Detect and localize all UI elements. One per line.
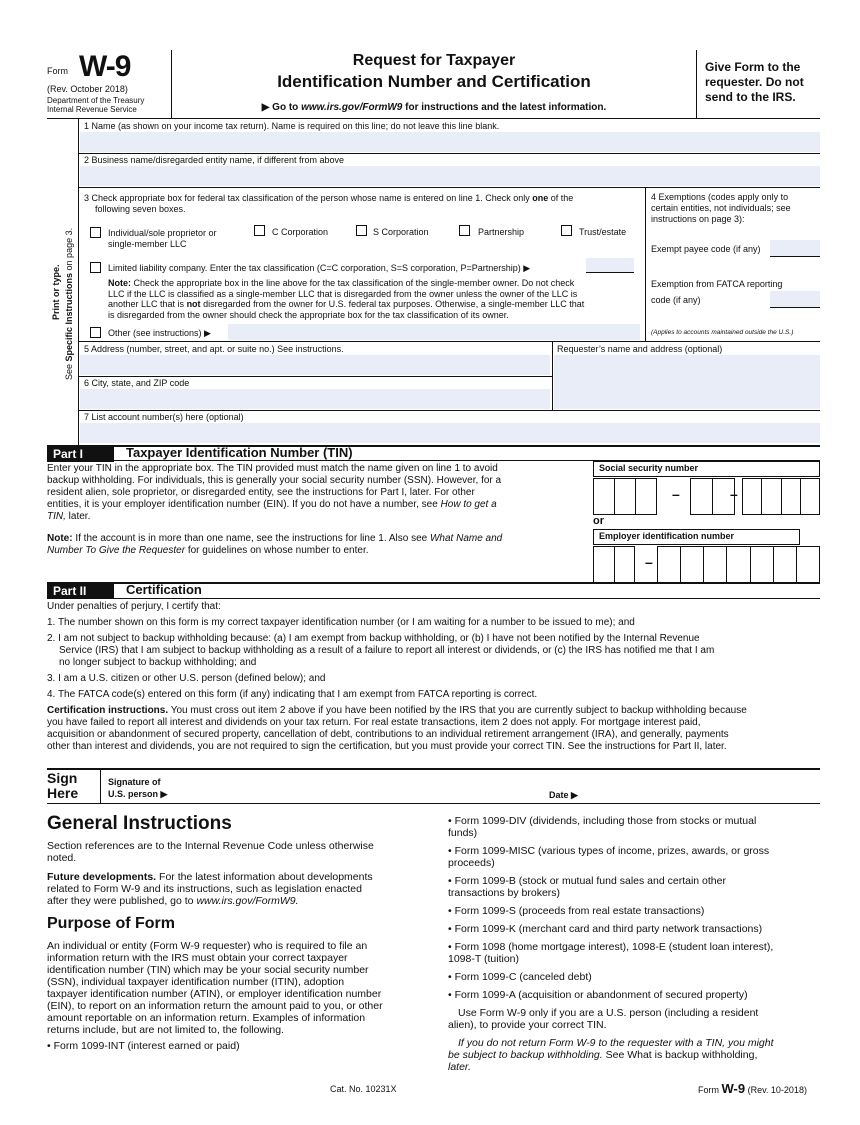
other-field[interactable] xyxy=(228,324,640,340)
line2-label: 2 Business name/disregarded entity name, if different from above xyxy=(84,155,344,165)
exemptions-label: 4 Exemptions (codes apply only to certain entities, not individuals; see instructions on page 3): xyxy=(651,192,791,224)
business-name-field[interactable] xyxy=(80,166,820,186)
other-label: Other (see instructions) ▶ xyxy=(108,328,211,338)
fatca-applies-note: (Applies to accounts maintained outside the U.S.) xyxy=(651,329,794,336)
form-word: Form xyxy=(47,66,68,76)
other-checkbox[interactable] xyxy=(90,327,101,338)
exempt-payee-field[interactable] xyxy=(770,240,820,256)
general-instructions-heading: General Instructions xyxy=(47,813,232,834)
fatca-label: Exemption from FATCA reporting xyxy=(651,279,783,289)
footer-form-id: Form W-9 (Rev. 10-2018) xyxy=(698,1081,807,1096)
ssn-part3[interactable] xyxy=(742,478,820,515)
certification-text: Under penalties of perjury, I certify that: 1. The number shown on this form is my correct taxpayer identification number (or I am waiting for a number to be issued to me); and 2. I am not subject to backup withholding because: (a) I am exempt from backup withholding, or (b) I have not been notified by the Internal Revenue Service (IRS) that I am subject to backup withholding as a result of a failure to report all interest or dividends, or (c) the IRS has notified me that I am no longer subject to backup withholding; and 3. I am a U.S. citizen or other U.S. person (defined below); and 4. The FATCA code(s) entered on this form (if any) indicating that I am exempt from FATCA reporting is correct. Certification instructions. You must cross out item 2 above if you have been notified by the IRS that you are currently subject to backup withholding because you have failed to report all interest and dividends on your tax return. For real estate transactions, item 2 does not apply. For mortgage interest paid, acquisition or abandonment of secured property, cancellation of debt, contributions to an individual retirement arrangement (IRA), and generally, payments other than interest and dividends, you are not required to sign the certification, but you must provide your correct TIN. See the instructions for Part II, later. xyxy=(47,601,747,752)
form-title-line2: Identification Number and Certification xyxy=(277,72,591,91)
line3-sublabel: following seven boxes. xyxy=(95,204,186,214)
c-corp-label: C Corporation xyxy=(272,227,329,237)
irs-url-link[interactable]: www.irs.gov/FormW9 xyxy=(301,102,403,113)
line7-label: 7 List account number(s) here (optional) xyxy=(84,412,244,422)
address-field[interactable] xyxy=(80,355,550,375)
exempt-payee-label: Exempt payee code (if any) xyxy=(651,244,761,254)
fatca-label-2: code (if any) xyxy=(651,295,701,305)
fatca-code-field[interactable] xyxy=(770,291,820,307)
individual-checkbox[interactable] xyxy=(90,227,101,238)
form-revision: (Rev. October 2018) xyxy=(47,84,128,94)
line3-label: 3 Check appropriate box for federal tax classification of the person whose name is entered on line 1. Check only one of the xyxy=(84,193,574,203)
treasury-dept: Department of the Treasury xyxy=(47,96,145,105)
s-corp-checkbox[interactable] xyxy=(356,225,367,236)
ein-part2[interactable] xyxy=(657,546,820,583)
line6-label: 6 City, state, and ZIP code xyxy=(84,378,190,388)
ein-dash: – xyxy=(645,554,653,570)
name-field[interactable] xyxy=(80,132,820,152)
account-number-field[interactable] xyxy=(80,423,820,443)
ssn-label: Social security number xyxy=(599,463,699,473)
llc-note: Note: Check the appropriate box in the line above for the tax classification of the single-member owner. Do not check LLC if the LLC is classified as a single-member LLC that is disregarded from the owner unless the owner of the LLC is another LLC that is not disregarded from the owner for U.S. federal tax purposes. Otherwise, a single-member LLC that is disregarded from the owner should check the appropriate box for the tax classification of its owner. xyxy=(108,278,585,320)
form-number: W-9 xyxy=(79,50,131,83)
line1-label: 1 Name (as shown on your income tax return). Name is required on this line; do not leave this line blank. xyxy=(84,121,500,131)
part1-tag: Part I xyxy=(47,446,114,462)
s-corp-label: S Corporation xyxy=(373,227,429,237)
goto-instructions: ▶ Go to www.irs.gov/FormW9 for instructions and the latest information. xyxy=(261,102,607,113)
irs-name: Internal Revenue Service xyxy=(47,105,137,114)
part2-title: Certification xyxy=(126,582,202,597)
ssn-part1[interactable] xyxy=(593,478,657,515)
form-list: • Form 1099-DIV (dividends, including those from stocks or mutual funds) • Form 1099-MISC (various types of income, prizes, awards, or gross proceeds) • Form 1099-B (stock or mutual fund sales and certain other transactions by brokers) • Form 1099-S (proceeds from real estate transactions) • Form 1099-K (merchant card and third party network transactions) • Form 1098 (home mortgage interest), 1098-E (student loan interest), 1098-T (tuition) • Form 1099-C (canceled debt) • Form 1099-A (acquisition or abandonment of secured property) Use Form W-9 only if you are a U.S. person (including a resident alien), to provide your correct TIN. If you do not return Form W-9 to the requester with a TIN, you might be subject to backup withholding. See What is backup withholding, later. xyxy=(448,815,774,1073)
catalog-number: Cat. No. 10231X xyxy=(330,1084,397,1094)
part1-note: Note: If the account is in more than one name, see the instructions for line 1. Also see What Name and Number To Give the Requester for guidelines on whose number to enter. xyxy=(47,533,503,556)
signature-label: Signature of U.S. person ▶ xyxy=(108,777,168,799)
part2-tag: Part II xyxy=(47,583,114,599)
trust-label: Trust/estate xyxy=(579,227,627,237)
ein-part1[interactable] xyxy=(593,546,635,583)
part1-title: Taxpayer Identification Number (TIN) xyxy=(126,445,353,460)
ein-label: Employer identification number xyxy=(599,531,735,541)
llc-label: Limited liability company. Enter the tax classification (C=C corporation, S=S corporation, P=Partnership) ▶ xyxy=(108,263,531,273)
llc-classification-field[interactable] xyxy=(586,258,634,272)
form-title-line1: Request for Taxpayer xyxy=(352,52,516,69)
purpose-text: An individual or entity (Form W-9 requester) who is required to file an information return with the IRS must obtain your correct taxpayer identification number (TIN) which may be your social security number (SSN), individual taxpayer identification number (ITIN), adoption taxpayer identification number (ATIN), or employer identification number (EIN), to report on an information return the amount paid to you, or other amount reportable on an information return. Examples of information returns include, but are not limited to, the following. • Form 1099-INT (interest earned or paid) xyxy=(47,940,383,1052)
side-label-instructions: See Specific Instructions on page 3. xyxy=(64,227,74,380)
future-developments: Future developments. For the latest information about developments related to Form W-9 and its instructions, such as legislation enacted after they were published, go to www.irs.gov/FormW9. xyxy=(47,871,373,907)
partnership-label: Partnership xyxy=(478,227,525,237)
ssn-dash-2: – xyxy=(730,486,738,502)
c-corp-checkbox[interactable] xyxy=(254,225,265,236)
or-label: or xyxy=(593,515,604,527)
city-state-zip-field[interactable] xyxy=(80,389,550,409)
requester-label: Requester’s name and address (optional) xyxy=(557,344,723,354)
ssn-part2[interactable] xyxy=(690,478,735,515)
requester-field[interactable] xyxy=(554,355,820,409)
trust-checkbox[interactable] xyxy=(561,225,572,236)
date-label: Date ▶ xyxy=(549,790,578,800)
partnership-checkbox[interactable] xyxy=(459,225,470,236)
sign-here-label: Sign Here xyxy=(47,770,79,801)
section-references: Section references are to the Internal Revenue Code unless otherwise noted. xyxy=(47,840,374,864)
side-label-print: Print or type. xyxy=(51,264,61,320)
line5-label: 5 Address (number, street, and apt. or suite no.) See instructions. xyxy=(84,344,344,354)
llc-checkbox[interactable] xyxy=(90,262,101,273)
purpose-heading: Purpose of Form xyxy=(47,915,176,932)
ssn-dash-1: – xyxy=(672,486,680,502)
individual-label: Individual/sole proprietor or single-member LLC xyxy=(108,228,217,249)
signature-field[interactable] xyxy=(180,772,540,800)
give-form-note: Give Form to the requester. Do not send to the IRS. xyxy=(705,60,804,104)
date-field[interactable] xyxy=(590,785,818,801)
part1-instructions: Enter your TIN in the appropriate box. The TIN provided must match the name given on line 1 to avoid backup withholding. For individuals, this is generally your social security number (SSN). However, for a resident alien, sole proprietor, or disregarded entity, see the instructions for Part I, later. For other entities, it is your employer identification number (EIN). If you do not have a number, see How to get a TIN, later. xyxy=(47,463,502,522)
